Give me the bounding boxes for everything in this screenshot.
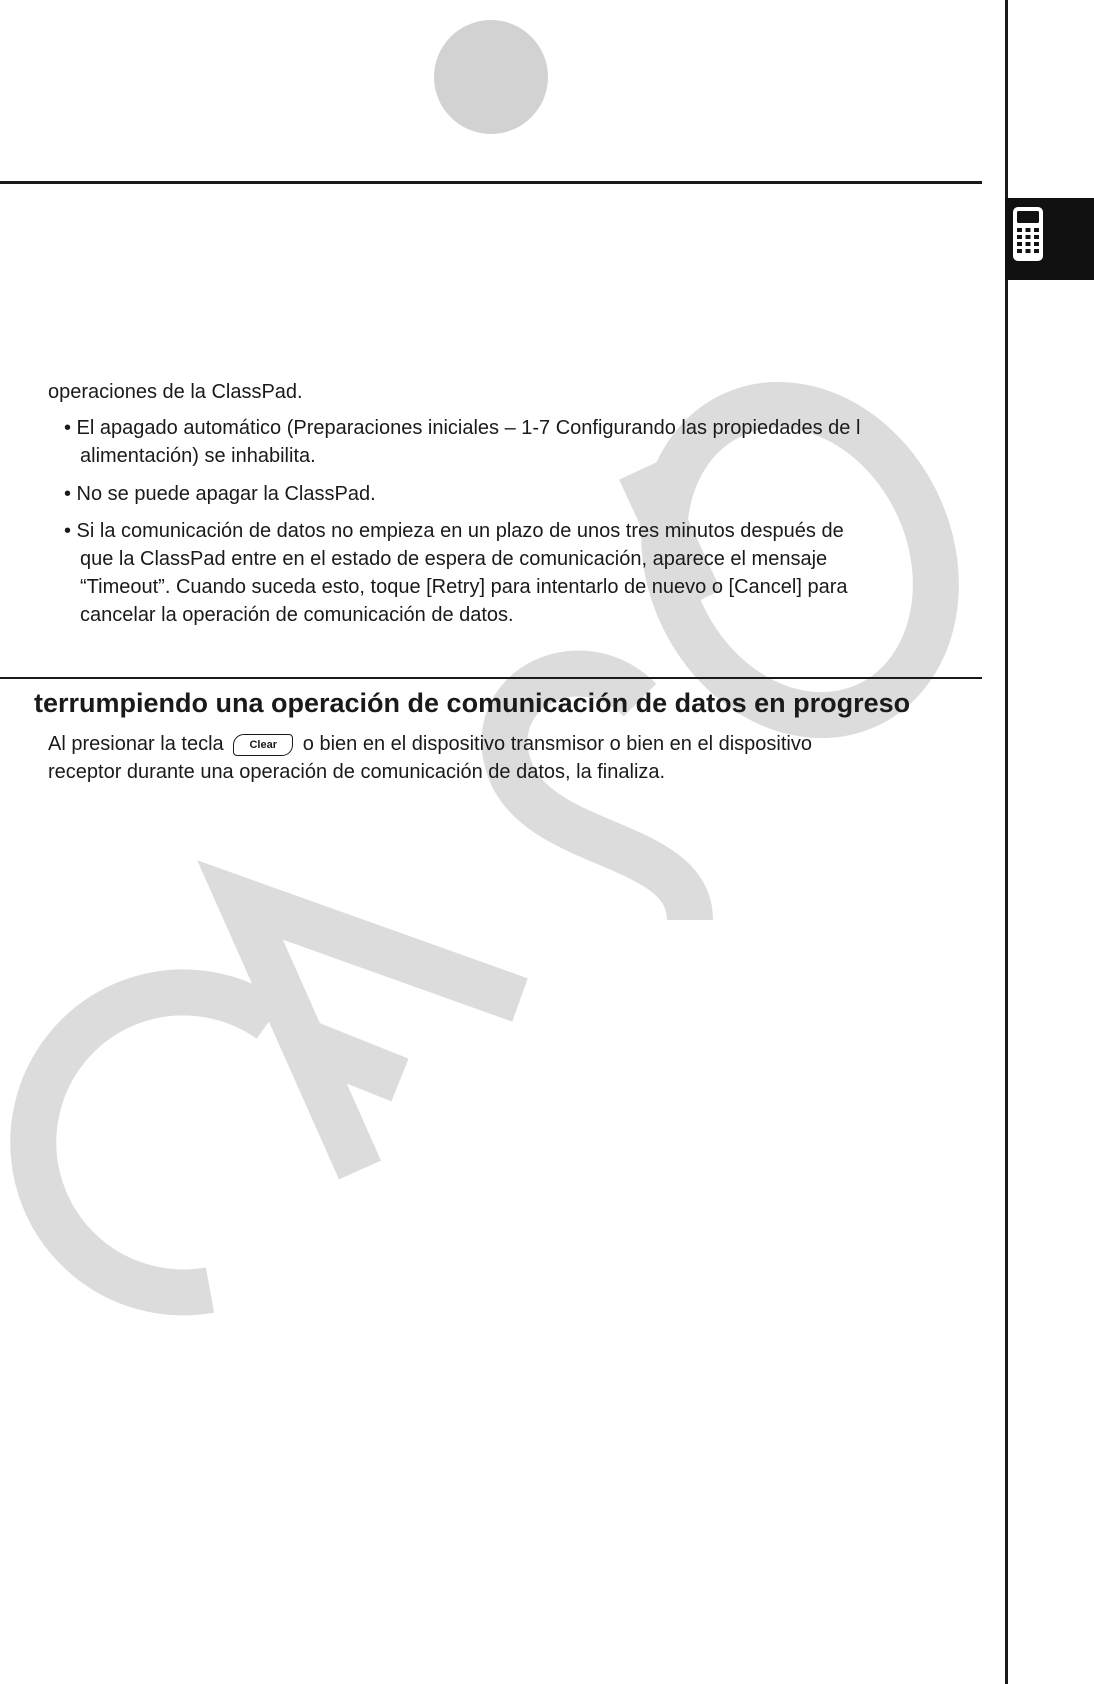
body-line-2: receptor durante una operación de comunicación de datos, la finaliza. — [48, 761, 666, 783]
bullet-line: • El apagado automático (Preparaciones iniciales – 1-7 Configurando las propiedades de l — [64, 417, 861, 439]
intro-text: operaciones de la ClassPad. — [48, 381, 303, 403]
bullet-line: cancelar la operación de comunicación de datos. — [80, 604, 514, 626]
text-before-key: Al presionar la tecla — [48, 733, 224, 755]
bullet-line: “Timeout”. Cuando suceda esto, toque [Retry] para intentarlo de nuevo o [Cancel] para — [80, 576, 848, 598]
bullet-line: alimentación) se inhabilita. — [80, 445, 316, 467]
body-line-1 — [48, 730, 812, 758]
top-divider — [0, 181, 982, 184]
bullet-line: • Si la comunicación de datos no empieza en un plazo de unos tres minutos después de — [64, 520, 844, 542]
calculator-icon — [1012, 206, 1044, 262]
decorative-circle — [434, 20, 548, 134]
bullet-line: que la ClassPad entre en el estado de espera de comunicación, aparece el mensaje — [80, 548, 828, 570]
section-divider — [0, 677, 982, 679]
clear-key-icon: Clear — [233, 734, 293, 756]
section-heading: terrumpiendo una operación de comunicación de datos en progreso — [34, 688, 911, 718]
bullet-line: • No se puede apagar la ClassPad. — [64, 483, 376, 505]
text-after-key: o bien en el dispositivo transmisor o bien en el dispositivo — [302, 733, 812, 755]
